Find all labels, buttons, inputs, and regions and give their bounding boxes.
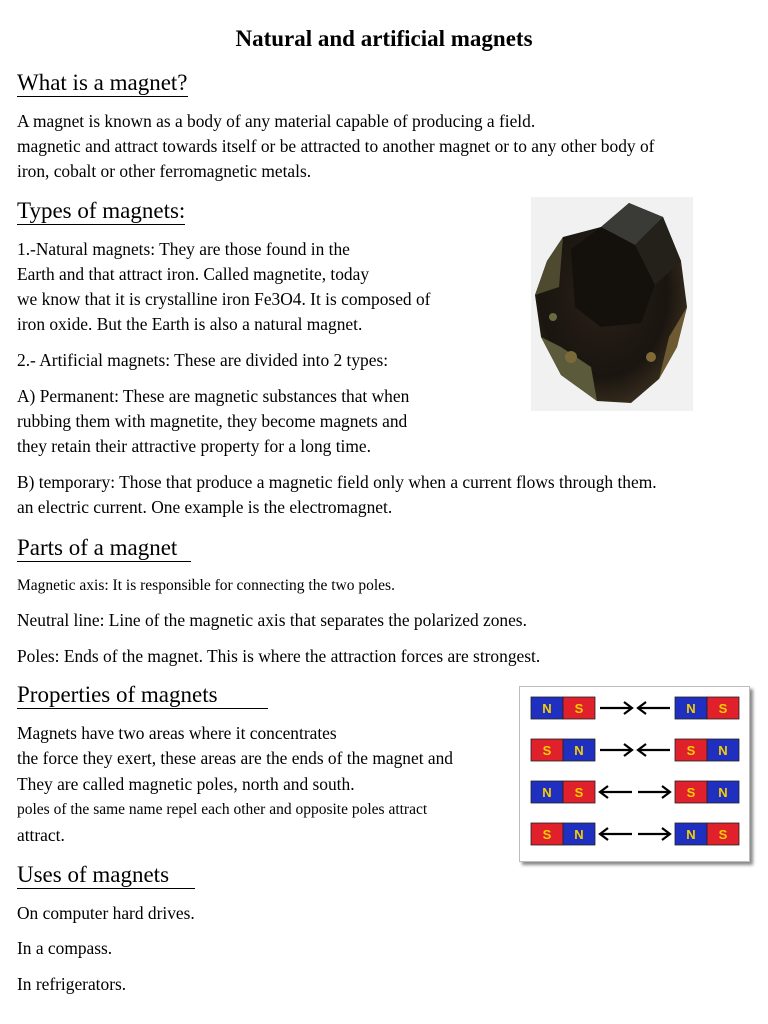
pole-label: N [542,701,552,716]
paragraph-line: magnetic and attract towards itself or be attracted to another magnet or to any other body of [17,136,655,156]
paragraph-line: They are called magnetic poles, north and south. [17,774,355,794]
paragraph-line: an electric current. One example is the electromagnet. [17,497,393,517]
pole-label: N [686,701,696,716]
list-item: On computer hard drives. [17,903,195,923]
paragraph-line: Poles: Ends of the magnet. This is where the attraction forces are strongest. [17,646,541,666]
pole-label: N [574,743,584,758]
pole-label: S [686,785,696,800]
pole-label: S [542,827,552,842]
pole-label: S [574,701,584,716]
paragraph-line: poles of the same name repel each other and opposite poles attract [17,801,428,818]
paragraph-line: they retain their attractive property for a long time. [17,436,371,456]
pole-label: N [686,827,696,842]
section-heading-parts-of-a-magnet: Parts of a magnet [17,535,191,562]
pole-label: S [542,743,552,758]
paragraph-line: rubbing them with magnetite, they become magnets and [17,411,408,431]
list-item: In a compass. [17,938,113,958]
pole-label: N [542,785,552,800]
paragraph-line: iron, cobalt or other ferromagnetic metals. [17,161,312,181]
section-heading-uses-of-magnets: Uses of magnets [17,862,195,889]
paragraph-line: A) Permanent: These are magnetic substances that when [17,386,410,406]
section-heading-types-of-magnets: Types of magnets: [17,198,186,223]
magnet-poles-diagram [519,686,750,862]
paragraph-line: A magnet is known as a body of any material capable of producing a field. [17,111,536,131]
pole-label: S [718,827,728,842]
pole-label: S [686,743,696,758]
paragraph-line: the force they exert, these areas are the ends of the magnet and [17,748,454,768]
pole-label: N [574,827,584,842]
paragraph-line: attract. [17,825,65,845]
section-heading-properties-of-magnets: Properties of magnets [17,682,268,709]
paragraph-line: iron oxide. But the Earth is also a natural magnet. [17,314,363,334]
pole-label: S [718,701,728,716]
paragraph-line: Magnetic axis: It is responsible for connecting the two poles. [17,577,395,594]
list-item: In refrigerators. [17,974,127,994]
pole-label: S [574,785,584,800]
magnetite-image [531,197,693,411]
page-title: Natural and artificial magnets [235,26,533,51]
paragraph-line: 1.-Natural magnets: They are those found in the [17,239,350,259]
paragraph-line: Earth and that attract iron. Called magnetite, today [17,264,370,284]
pole-label: N [718,785,728,800]
paragraph-line: Magnets have two areas where it concentrates [17,723,337,743]
section-heading-what-is-a-magnet: What is a magnet? [17,70,188,95]
paragraph-line: we know that it is crystalline iron Fe3O4. It is composed of [17,289,431,309]
pole-label: N [718,743,728,758]
paragraph-line: B) temporary: Those that produce a magnetic field only when a current flows through them. [17,472,657,492]
paragraph-line: 2.- Artificial magnets: These are divided into 2 types: [17,350,389,370]
paragraph-line: Neutral line: Line of the magnetic axis that separates the polarized zones. [17,610,527,630]
